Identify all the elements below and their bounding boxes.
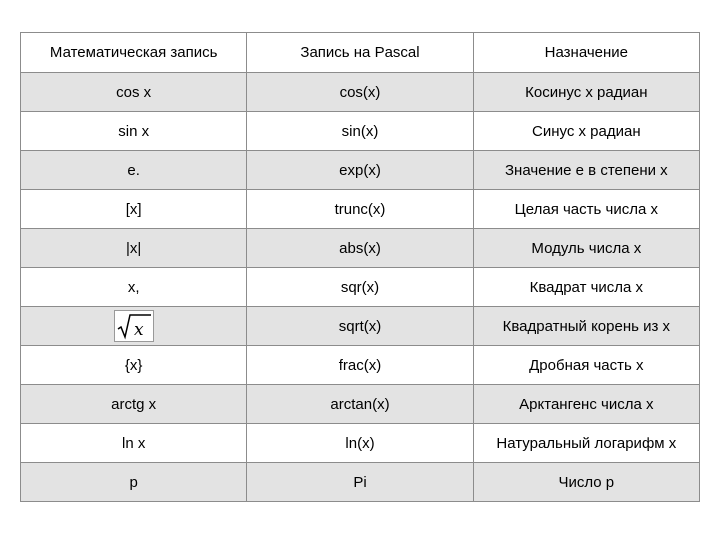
table-row (21, 463, 700, 502)
sqrt-x-formula-image (114, 310, 154, 342)
cell-pascal: trunc(x) (247, 190, 473, 229)
table-row (21, 151, 700, 190)
table-row (21, 307, 700, 346)
cell-math: |x| (21, 229, 247, 268)
cell-math: ln x (21, 424, 247, 463)
table-row (21, 346, 700, 385)
cell-math: {x} (21, 346, 247, 385)
cell-pascal: ln(x) (247, 424, 473, 463)
cell-purpose: Косинус x радиан (473, 73, 699, 112)
table-row (21, 73, 700, 112)
cell-math: e. (21, 151, 247, 190)
table-row (21, 385, 700, 424)
cell-purpose: Квадрат числа x (473, 268, 699, 307)
cell-math (21, 307, 247, 346)
cell-math: arctg x (21, 385, 247, 424)
cell-math: [x] (21, 190, 247, 229)
sqrt-x-formula-icon (115, 311, 153, 341)
cell-pascal: sqr(x) (247, 268, 473, 307)
header-math: Математическая запись (21, 33, 247, 73)
table-row (21, 190, 700, 229)
cell-pascal: abs(x) (247, 229, 473, 268)
cell-pascal: Pi (247, 463, 473, 502)
table-row (21, 229, 700, 268)
cell-pascal: arctan(x) (247, 385, 473, 424)
cell-math: p (21, 463, 247, 502)
cell-pascal: exp(x) (247, 151, 473, 190)
cell-purpose: Целая часть числа x (473, 190, 699, 229)
cell-math: x, (21, 268, 247, 307)
cell-math: sin x (21, 112, 247, 151)
cell-pascal: cos(x) (247, 73, 473, 112)
functions-table (20, 32, 700, 502)
cell-purpose: Значение e в степени x (473, 151, 699, 190)
cell-purpose: Дробная часть x (473, 346, 699, 385)
table-row (21, 424, 700, 463)
header-pascal: Запись на Pascal (247, 33, 473, 73)
cell-math: cos x (21, 73, 247, 112)
cell-purpose: Модуль числа x (473, 229, 699, 268)
cell-purpose: Число p (473, 463, 699, 502)
cell-pascal: sin(x) (247, 112, 473, 151)
header-purpose: Назначение (473, 33, 699, 73)
cell-purpose: Квадратный корень из x (473, 307, 699, 346)
table-row (21, 268, 700, 307)
cell-purpose: Синус x радиан (473, 112, 699, 151)
table-header-row (21, 33, 700, 73)
cell-purpose: Арктангенс числа x (473, 385, 699, 424)
cell-pascal: frac(x) (247, 346, 473, 385)
cell-pascal: sqrt(x) (247, 307, 473, 346)
svg-text:x: x (133, 320, 144, 340)
table-row (21, 112, 700, 151)
cell-purpose: Натуральный логарифм x (473, 424, 699, 463)
